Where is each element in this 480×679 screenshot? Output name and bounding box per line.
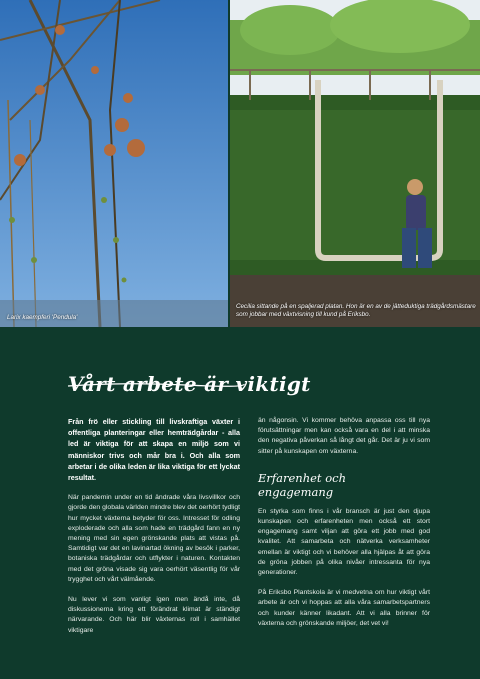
article-column-left <box>68 416 240 646</box>
paragraph: På Eriksbo Plantskola är vi medvetna om hur viktigt vårt arbete är och vi hoppas att alla våra samarbetspartners och kunder känner likadant. Att vi alla brinner för växterna och grönskande miljöer, det vet vi! <box>258 589 430 627</box>
larch-photo <box>0 0 228 327</box>
title-underline <box>66 380 246 390</box>
paragraph: En styrka som finns i vår bransch är just den djupa kunskapen och erfarenheten men också ett stort engagemang samt viljan att göra ett jobb med god kvalitet. Att samarbeta och nätverka verksamheter emellan är viktigt och vi behöver alla hjälpas åt att göra de gröna jobben på olika nivåer intressanta för nya generationer. <box>258 507 430 577</box>
article-lead: Från frö eller stickling till livskraftiga växter i offentliga planteringar eller hemträdgårdar - alla led är viktiga för att skapa en miljö som vi människor trivs och mår bra i. Och alla som arbetar i de olika leden är lika viktiga för ett lyckat resultat. <box>68 417 240 483</box>
article-column-right <box>258 416 430 639</box>
paragraph: Nu lever vi som vanligt igen men ändå inte, då diskussionerna kring ett förändrat klimat är ständigt närvarande. Och här blir växternas roll i samhället viktigare <box>68 596 240 634</box>
photo-strip <box>0 0 480 327</box>
platan-photo <box>230 0 480 327</box>
article-title: Vårt arbete är viktigt <box>68 372 311 397</box>
paragraph: När pandemin under en tid ändrade våra livsvillkor och gjorde den globala världen mindre blev det oerhört tydligt hur mycket växterna betyder för oss. Intresset för odling exploderade och alla som hade en trädgård fann en ny mening med sin egen grönskande plats att vistas på. Samtidigt var det en lavinartad ökning av besök i parker, botaniska trädgårdar och utflykter i naturen. Kontakten med det gröna visade sig vara oerhört väsentlig för vår trygghet och vårt välmående. <box>68 494 240 583</box>
subheading: Erfarenhet och engagemang <box>258 470 346 499</box>
paragraph: än någonsin. Vi kommer behöva anpassa oss till nya förutsättningar men kan också vara en del i att minska den negativa påverkan så långt det går. Det är ju vi som sitter på kunskapen om växterna. <box>258 417 430 455</box>
left-photo-caption: Larix kaempferi 'Pendula' <box>7 314 78 321</box>
right-photo-caption: Cecilia sittande på en spaljerad platan. Hon är en av de jätteduktiga trädgårdsmästare som jobbar med växtvisning till kund på Eriksbo. <box>236 303 476 318</box>
